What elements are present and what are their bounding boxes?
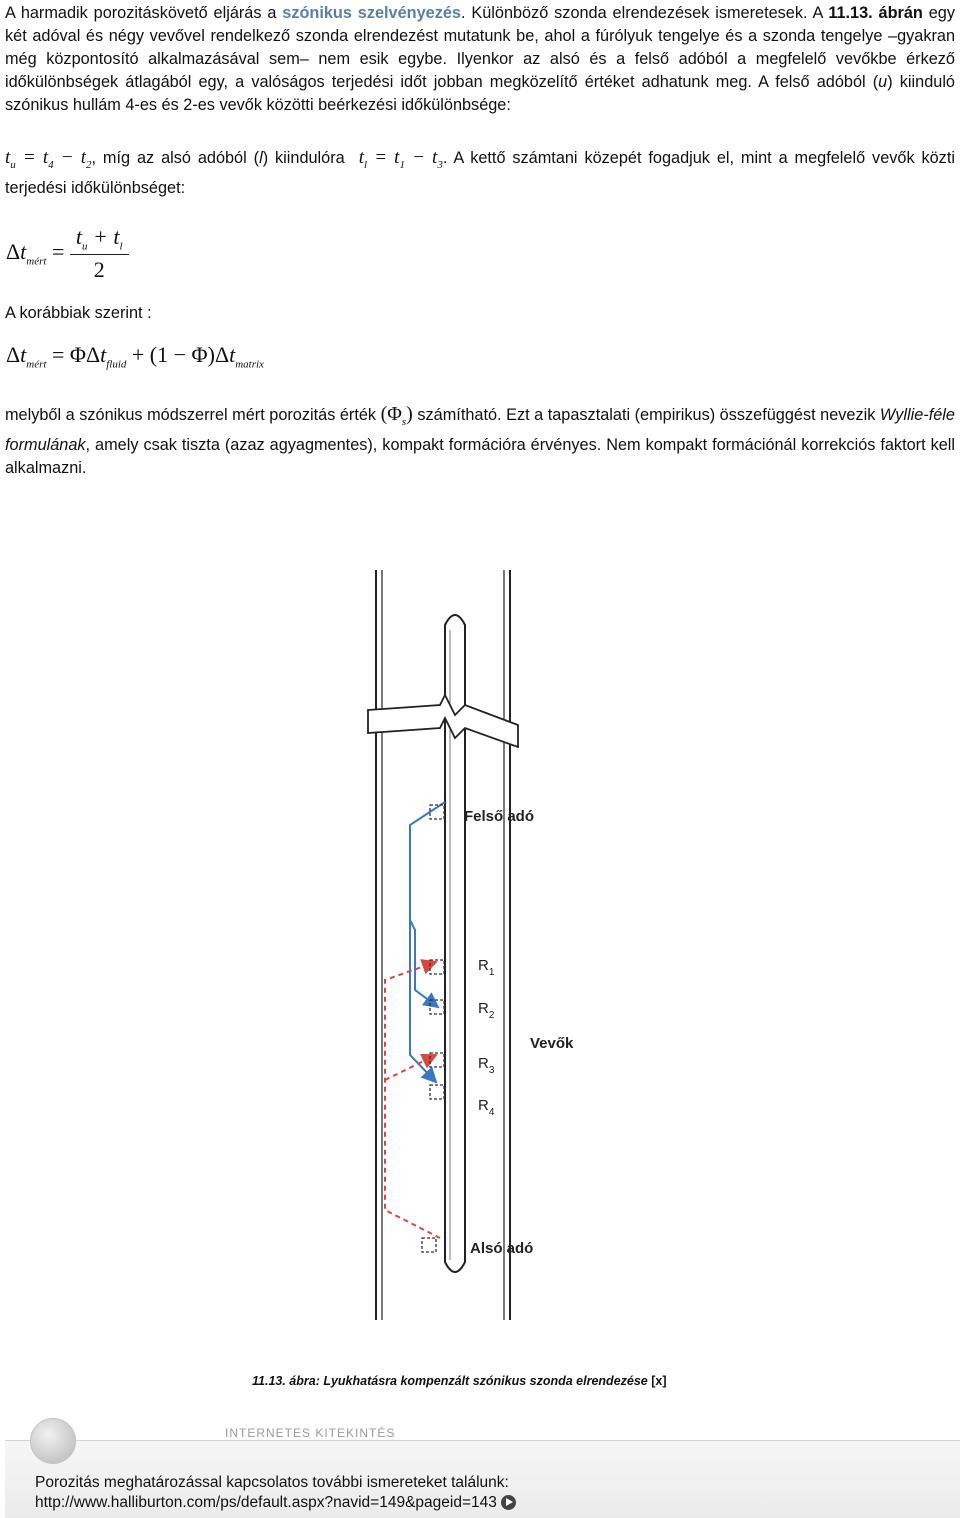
box-line: Porozitás meghatározással kapcsolatos további ismereteket találunk: [35, 1474, 509, 1491]
receivers-label: Vevők [530, 1035, 574, 1052]
receiver-label-r1: $R_1$ [478, 957, 495, 978]
text: , míg az alsó adóból ( [91, 149, 260, 167]
equation-tl: $t_l = t_1 - t_3$ [351, 147, 443, 171]
play-icon[interactable] [501, 1495, 516, 1510]
symbol-phi-s: $(\Phi_s)$ [380, 403, 413, 428]
caption-text: 11.13. ábra: Lyukhatásra kompenzált szónikus szonda elrendezése [252, 1374, 648, 1388]
receiver-marker-r3 [430, 1053, 444, 1067]
text: ) kiinduló szónikus hullám 4-es és 2-es vevők közötti beérkezési időkülönbsége: [5, 73, 955, 114]
figure-caption [252, 1374, 667, 1388]
lower-symbol: l [259, 149, 263, 167]
text: melyből a szónikus módszerrel mért porozitás érték [5, 406, 377, 424]
box-link-row [35, 1493, 516, 1513]
sonic-log-term[interactable]: szónikus szelvényezés [282, 4, 461, 22]
sonic-tool-figure [240, 520, 775, 1350]
upper-transmitter-label: Felső adó [464, 808, 535, 825]
box-title: INTERNETES KITEKINTÉS [225, 1426, 396, 1440]
text: ) kiindulóra [262, 149, 345, 167]
receiver-label-r3: $R_3$ [478, 1055, 495, 1076]
lower-transmitter-marker [422, 1238, 436, 1252]
receiver-marker-r1 [430, 960, 444, 974]
lower-transmitter-label: Alsó adó [470, 1240, 534, 1257]
receiver-label-r2: $R_2$ [478, 1000, 495, 1021]
equation-wyllie: $\Delta t_{mért} = \Phi\Delta t_{fluid} + (1 - \Phi)\Delta t_{matrix}$ [6, 342, 264, 371]
text: egy két adóval és négy vevővel rendelkező szonda elrendezést mutatunk be, ahol a fúrólyuk tengelye és a szonda tengelye –gyakran még központosító alkalmazásával sem– nem esik egybe. Ilyenkor az alsó és a felső adóból a megfelelő vevőkbe érkező időkülönbségek átlagából egy, a valóságos terjedési időt jobban megközelítő értéket adhatunk meg. A felső adóból ( [5, 4, 955, 91]
equations-paragraph [5, 146, 955, 200]
text: , amely csak tiszta (azaz agyagmentes), kompakt formációra érvényes. Nem kompakt formációnál korrekciós faktort kell alkalmazni. [5, 436, 955, 477]
equation-tu: $t_u = t_4 - t_2$ [5, 147, 92, 171]
sonic-tool-diagram [240, 520, 775, 1350]
equation-average: $\Delta t_{mért}$ = $\frac{t_u + t_l}{2}$ [6, 224, 129, 283]
receiver-marker-r4 [430, 1085, 444, 1099]
text: A harmadik porozitáskövető eljárás a [5, 4, 283, 22]
text: . A kettő számtani közepét fogadjuk el, mint a megfelelő vevők közti terjedési időkülönbséget: [5, 149, 955, 197]
text: . Különböző szonda elrendezések ismeretesek. A [460, 4, 829, 22]
upper-symbol: u [878, 73, 888, 91]
globe-icon [30, 1418, 76, 1464]
intro-paragraph [5, 2, 955, 117]
receiver-label-r4: $R_4$ [478, 1097, 495, 1118]
wyllie-term: Wyllie-féle formulának [5, 406, 955, 454]
caption-reference[interactable]: [x] [651, 1374, 667, 1388]
text-earlier: A korábbiak szerint : [5, 304, 152, 322]
ray-lower-to-r3 [385, 1055, 436, 1080]
figure-reference: 11.13. ábrán [828, 4, 923, 22]
text: számítható. Ezt a tapasztalati (empirikus) összefüggést nevezik [417, 406, 880, 424]
break-band [368, 695, 518, 747]
porosity-paragraph [5, 403, 955, 480]
fraction: $\frac{t_u + t_l}{2}$ [70, 224, 129, 283]
halliburton-link[interactable]: http://www.halliburton.com/ps/default.aspx?navid=149&pageid=143 [35, 1494, 497, 1511]
box-text [35, 1473, 516, 1513]
